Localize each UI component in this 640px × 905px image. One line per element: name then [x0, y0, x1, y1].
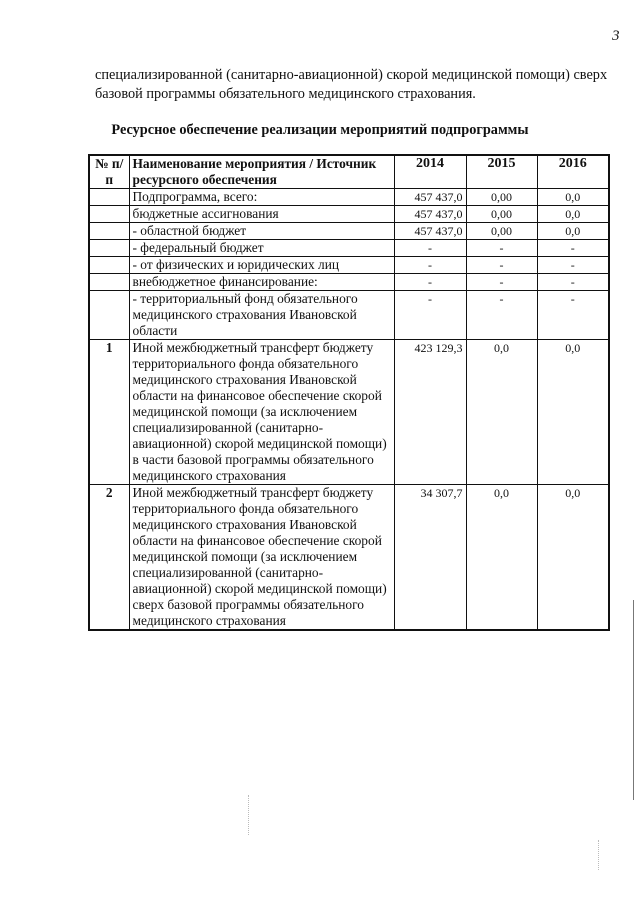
- table-row: [89, 223, 609, 240]
- scan-edge-line: [633, 600, 634, 800]
- row-value-2014: 457 437,0: [394, 206, 466, 223]
- header-2015: 2015: [466, 155, 537, 189]
- table-body: [89, 189, 609, 631]
- header-2014: 2014: [394, 155, 466, 189]
- table-row: [89, 485, 609, 631]
- row-name: - территориальный фонд обязательного медицинского страхования Ивановской области: [129, 291, 394, 340]
- header-name: Наименование мероприятия / Источник ресурсного обеспечения: [129, 155, 394, 189]
- row-value-2014: -: [394, 240, 466, 257]
- row-name: - федеральный бюджет: [129, 240, 394, 257]
- row-value-2015: 0,00: [466, 206, 537, 223]
- row-value-2014: 34 307,7: [394, 485, 466, 631]
- row-name: Иной межбюджетный трансферт бюджету территориального фонда обязательного медицинского страхования Ивановской области на финансовое обеспечение скорой медицинской помощи (за исключением специализированной (санитарно-авиационной) скорой медицинской помощи) сверх базовой программы обязательного медицинского страхования: [129, 485, 394, 631]
- table-header: [89, 155, 609, 189]
- row-number: 2: [89, 485, 129, 631]
- row-number: [89, 206, 129, 223]
- row-value-2015: -: [466, 291, 537, 340]
- row-value-2016: 0,0: [537, 340, 609, 485]
- header-2016: 2016: [537, 155, 609, 189]
- row-value-2016: 0,0: [537, 485, 609, 631]
- table-row: [89, 274, 609, 291]
- table-row: [89, 340, 609, 485]
- row-value-2016: 0,0: [537, 189, 609, 206]
- row-value-2016: -: [537, 257, 609, 274]
- row-value-2014: -: [394, 257, 466, 274]
- row-name: - от физических и юридических лиц: [129, 257, 394, 274]
- row-number: [89, 257, 129, 274]
- table-heading: Ресурсное обеспечение реализации мероприятий подпрограммы: [111, 122, 529, 138]
- table-row: [89, 189, 609, 206]
- row-value-2014: 423 129,3: [394, 340, 466, 485]
- row-value-2015: 0,0: [466, 340, 537, 485]
- row-name: Иной межбюджетный трансферт бюджету территориального фонда обязательного медицинского страхования Ивановской области на финансовое обеспечение скорой медицинской помощи (за исключением специализированной (санитарно-авиационной) скорой медицинской помощи) в части базовой программы обязательного медицинского страхования: [129, 340, 394, 485]
- row-value-2016: 0,0: [537, 223, 609, 240]
- intro-paragraph: специализированной (санитарно-авиационной) скорой медицинской помощи) сверх базовой программы обязательного медицинского страхования.: [95, 67, 608, 102]
- row-name: бюджетные ассигнования: [129, 206, 394, 223]
- table-row: [89, 257, 609, 274]
- row-value-2014: 457 437,0: [394, 223, 466, 240]
- row-value-2015: 0,00: [466, 223, 537, 240]
- row-value-2014: 457 437,0: [394, 189, 466, 206]
- row-number: 1: [89, 340, 129, 485]
- header-number: № п/п: [89, 155, 129, 189]
- row-value-2016: 0,0: [537, 206, 609, 223]
- scan-dotted-mark: [598, 840, 600, 870]
- row-value-2015: -: [466, 240, 537, 257]
- row-value-2015: -: [466, 274, 537, 291]
- row-value-2015: -: [466, 257, 537, 274]
- row-value-2016: -: [537, 240, 609, 257]
- table-row: [89, 240, 609, 257]
- resource-table: [88, 154, 610, 631]
- row-number: [89, 274, 129, 291]
- row-name: внебюджетное финансирование:: [129, 274, 394, 291]
- row-number: [89, 240, 129, 257]
- row-name: Подпрограмма, всего:: [129, 189, 394, 206]
- row-value-2015: 0,0: [466, 485, 537, 631]
- header-row: [89, 155, 609, 189]
- row-value-2014: -: [394, 291, 466, 340]
- row-name: - областной бюджет: [129, 223, 394, 240]
- table-row: [89, 206, 609, 223]
- row-value-2015: 0,00: [466, 189, 537, 206]
- row-value-2016: -: [537, 274, 609, 291]
- row-value-2014: -: [394, 274, 466, 291]
- page-number: 3: [612, 28, 620, 44]
- table-row: [89, 291, 609, 340]
- row-value-2016: -: [537, 291, 609, 340]
- scan-dotted-mark: [248, 795, 250, 835]
- row-number: [89, 189, 129, 206]
- row-number: [89, 291, 129, 340]
- row-number: [89, 223, 129, 240]
